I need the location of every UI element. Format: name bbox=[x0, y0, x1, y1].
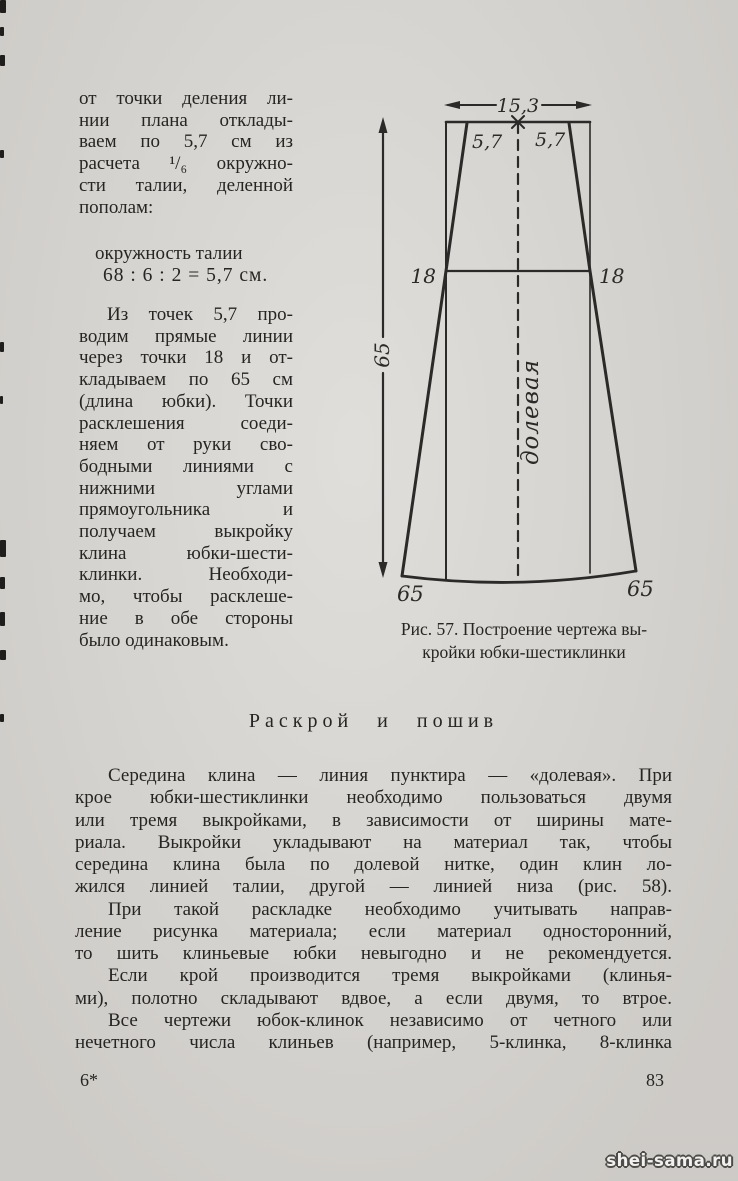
text-line: Середина клина — линия пунктира — «долевая». При bbox=[108, 765, 672, 786]
body-text bbox=[75, 765, 672, 1054]
caption-line: кройки юбки-шестиклинки bbox=[422, 641, 626, 662]
hem-right-label: 65 bbox=[627, 577, 654, 601]
scan-edge-artifact bbox=[0, 540, 6, 557]
left-column-paragraph-2 bbox=[79, 304, 293, 651]
text-line: ление рисунка материала; если материал односторонний, bbox=[75, 920, 672, 942]
scan-edge-artifact bbox=[0, 150, 4, 158]
hem-left-label: 65 bbox=[397, 582, 424, 606]
text-line: расчета ¹/₆ окружно- bbox=[79, 153, 293, 175]
length-dimension-label: 65 bbox=[370, 342, 394, 368]
text-line: ми), полотно складывают вдвое, а если двумя, то втрое. bbox=[75, 987, 672, 1009]
text-line: Если крой производится тремя выкройками (клинья- bbox=[108, 965, 672, 987]
arrowhead-right-icon bbox=[576, 101, 592, 109]
page-number: 83 bbox=[646, 1070, 664, 1090]
text-line: через точки 18 и от- bbox=[79, 347, 293, 369]
signature-mark: 6* bbox=[80, 1070, 98, 1090]
text-line: риала. Выкройки укладывают на материал так, чтобы bbox=[75, 831, 672, 853]
text-line: от точки деления ли- bbox=[79, 88, 293, 109]
scan-edge-artifact bbox=[0, 714, 4, 722]
text-line: жился линией талии, другой — линией низа (рис. 58). bbox=[75, 876, 672, 898]
hip-right-label: 18 bbox=[599, 264, 625, 288]
arrowhead-left-icon bbox=[444, 101, 460, 109]
text-line: пополам: bbox=[79, 196, 154, 218]
scan-edge-artifact bbox=[0, 577, 5, 589]
text-line: было одинаковым. bbox=[79, 629, 229, 651]
arrowhead-up-icon bbox=[379, 117, 388, 133]
text-line: водим прямые линии bbox=[79, 325, 293, 347]
text-line: клина юбки-шести- bbox=[79, 542, 293, 564]
formula-expression: 68 : 6 : 2 = 5,7 см. bbox=[103, 265, 269, 286]
text-line: кладываем по 65 см bbox=[79, 369, 293, 391]
scan-edge-artifact bbox=[0, 612, 5, 626]
text-line: нии плана отклады- bbox=[79, 109, 293, 131]
text-line: При такой раскладке необходимо учитывать направ- bbox=[108, 898, 672, 920]
scan-edge-artifact bbox=[0, 27, 4, 36]
top-width-label: 15,3 bbox=[496, 95, 540, 117]
text-line: получаем выкройку bbox=[79, 521, 293, 543]
figure-caption bbox=[368, 618, 680, 663]
text-line: сти талии, деленной bbox=[79, 174, 293, 196]
text-line: середина клина была по долевой нитке, один клин ло- bbox=[75, 854, 672, 875]
text-line: нижними углами bbox=[79, 477, 293, 499]
scan-edge-artifact bbox=[0, 342, 4, 352]
text-line: Все чертежи юбок-клинок независимо от четного или bbox=[108, 1009, 672, 1031]
text-line: то шить клиньевые юбки невыгодно и не рекомендуется. bbox=[75, 943, 672, 964]
text-line: няем от руки сво- bbox=[79, 434, 293, 456]
text-line: нечетного числа клиньев (например, 5-клинка, 8-клинка bbox=[75, 1032, 672, 1053]
grainline-label: долевая bbox=[518, 358, 544, 466]
formula-title: окружность талии bbox=[95, 243, 243, 264]
gore-right-seam-line bbox=[569, 123, 636, 571]
scan-edge-artifact bbox=[0, 0, 6, 13]
caption-line: Рис. 57. Построение чертежа вы- bbox=[400, 619, 648, 639]
waist-left-label: 5,7 bbox=[472, 131, 503, 153]
waist-formula bbox=[79, 243, 293, 287]
site-watermark: shei-sama.ru bbox=[606, 1151, 733, 1170]
left-column-paragraph-1 bbox=[79, 88, 293, 218]
gore-left-seam-line bbox=[402, 123, 467, 576]
text-line: (длина юбки). Точки bbox=[79, 390, 293, 412]
text-line: расклешения соеди- bbox=[79, 412, 293, 434]
text-line: клинки. Необходи- bbox=[79, 564, 293, 586]
text-line: ваем по 5,7 см из bbox=[79, 131, 293, 153]
arrowhead-down-icon bbox=[379, 562, 388, 578]
hip-left-label: 18 bbox=[410, 264, 436, 288]
text-line: прямоугольника и bbox=[79, 499, 293, 521]
text-line: крое юбки-шестиклинки необходимо пользоваться двумя bbox=[75, 787, 672, 809]
text-line: Из точек 5,7 про- bbox=[107, 304, 293, 325]
text-line: мо, чтобы расклеше- bbox=[79, 586, 293, 608]
text-line: ние в обе стороны bbox=[79, 607, 293, 629]
text-line: или тремя выкройками, в зависимости от ширины мате- bbox=[75, 809, 672, 831]
skirt-gore-pattern-diagram bbox=[368, 90, 680, 612]
scan-edge-artifact bbox=[0, 396, 3, 404]
scan-edge-artifact bbox=[0, 650, 6, 660]
section-heading: Раскрой и пошив bbox=[248, 710, 499, 732]
text-line: бодными линиями с bbox=[79, 455, 293, 477]
scan-edge-artifact bbox=[0, 55, 5, 66]
waist-right-label: 5,7 bbox=[535, 129, 566, 151]
